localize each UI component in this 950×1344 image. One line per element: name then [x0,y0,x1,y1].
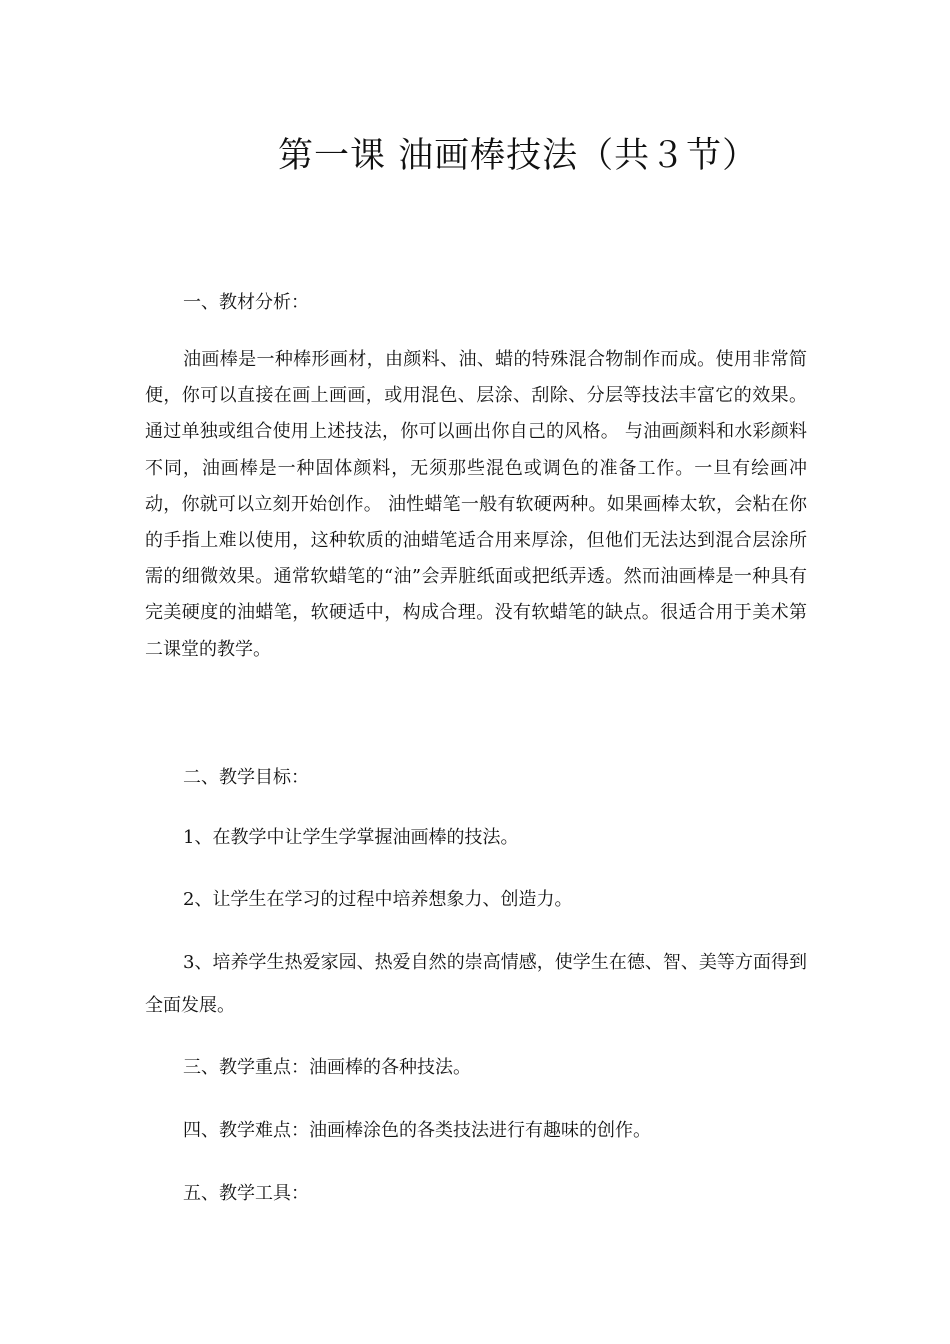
page-title: 第一课 油画棒技法（共３节） [278,136,759,176]
section-teaching-tools: 五、教学工具： [183,1183,309,1204]
goal-item-2: 2、让学生在学习的过程中培养想象力、创造力。 [183,889,573,910]
material-analysis-paragraph: 油画棒是一种棒形画材，由颜料、油、蜡的特殊混合物制作而成。使用非常简便，你可以直接在画上画画，或用混色、层涂、刮除、分层等技法丰富它的效果。通过单独或组合使用上述技法，你可以画出你自己的风格。 与油画颜料和水彩颜料不同，油画棒是一种固体颜料，无须那些混色或调色的准备工作。一旦有绘画冲动，你就可以立刻开始创作。 油性蜡笔一般有软硬两种。如果画棒太软，会粘在你的手指上难以使用，这种软质的油蜡笔适合用来厚涂，但他们无法达到混合层涂所需的细微效果。通常软蜡笔的“油”会弄脏纸面或把纸弄透。然而油画棒是一种具有完美硬度的油蜡笔，软硬适中，构成合理。没有软蜡笔的缺点。很适合用于美术第二课堂的教学。 [145,349,807,660]
section-difficulties: 四、教学难点：油画棒涂色的各类技法进行有趣味的创作。 [183,1120,651,1141]
goal-item-3: 3、培养学生热爱家园、热爱自然的崇高情感，使学生在德、智、美等方面得到全面发展。 [145,952,807,1016]
section-heading-teaching-goals: 二、教学目标： [183,767,309,788]
section-heading-material-analysis: 一、教材分析： [183,292,309,313]
section-key-points: 三、教学重点：油画棒的各种技法。 [183,1057,471,1078]
goal-item-1: 1、在教学中让学生学掌握油画棒的技法。 [183,827,519,848]
